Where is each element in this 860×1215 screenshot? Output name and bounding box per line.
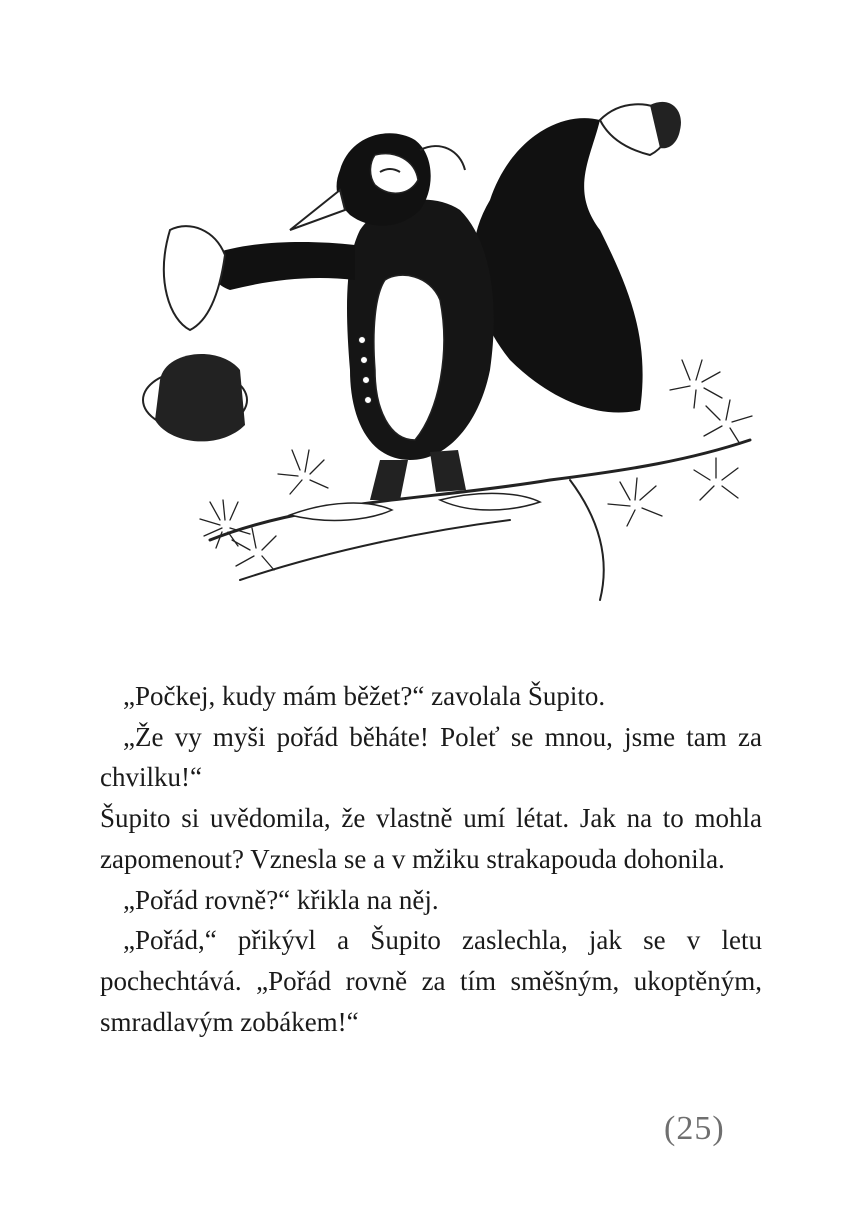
paragraph: „Pořád,“ přikývl a Šupito zaslechla, jak se v letu pochechtává. „Pořád rovně za tím směšným, ukoptěným, smradlavým zobákem!“	[100, 925, 762, 1037]
paragraph: „Pořád rovně?“ křikla na něj.	[123, 884, 439, 915]
story-text	[100, 676, 762, 1042]
page-number: (25)	[664, 1110, 725, 1147]
paragraph: „Že vy myši pořád běháte! Poleť se mnou, jsme tam za chvilku!“	[100, 721, 762, 793]
paragraph: Šupito si uvědomila, že vlastně umí létat. Jak na to mohla zapomenout? Vznesla se a v mžiku strakapouda dohonila.	[100, 803, 762, 874]
woodpecker-illustration	[130, 80, 760, 620]
paragraph: „Počkej, kudy mám běžet?“ zavolala Šupito.	[123, 681, 606, 711]
